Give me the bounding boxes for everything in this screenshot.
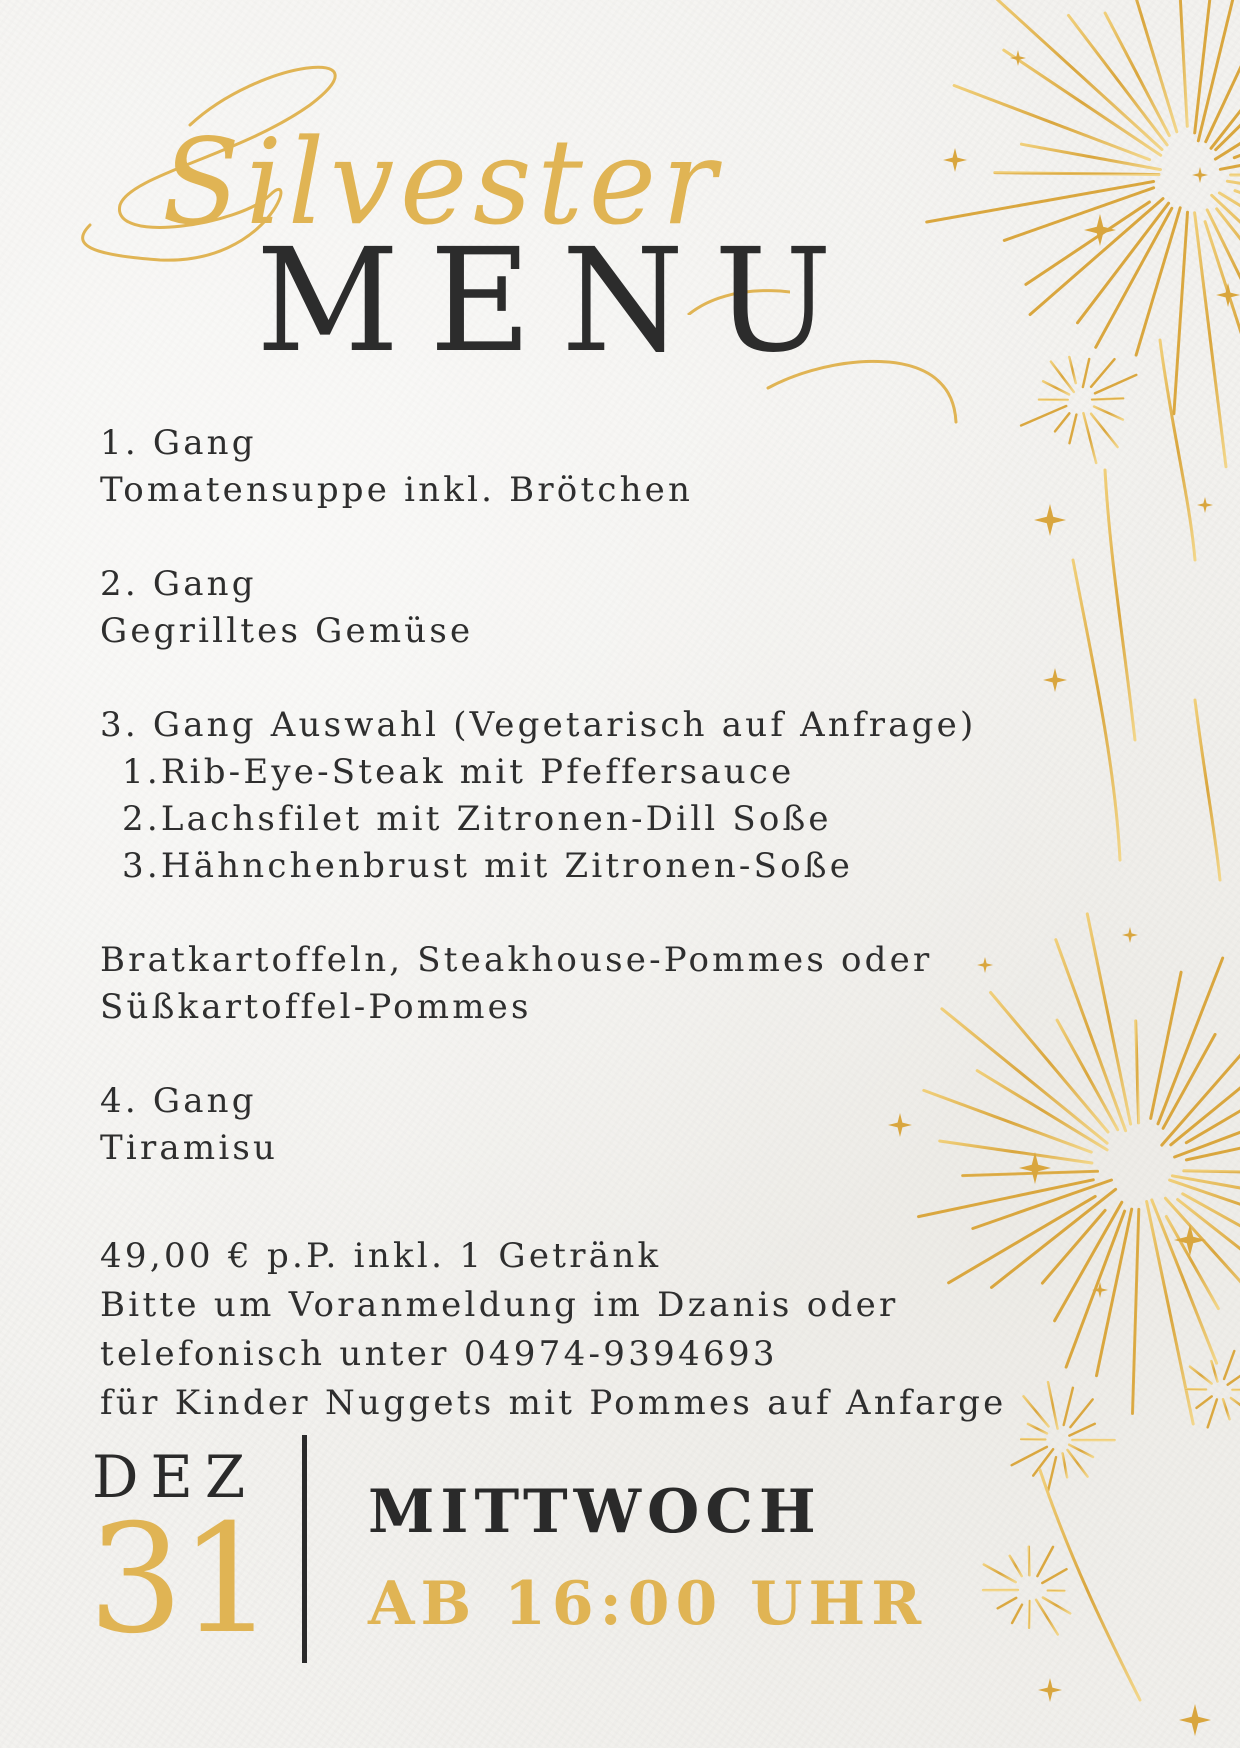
firework-ray (1037, 1547, 1053, 1576)
sparkle-star-icon (1038, 1678, 1062, 1702)
reservation-phone: telefonisch unter 04974-9394693 (100, 1334, 778, 1374)
sparkle-star-icon (943, 148, 967, 172)
firework-ray (1133, 1209, 1139, 1413)
firework-trail-icon (1040, 340, 1220, 1700)
script-title-text: Silvester (162, 113, 723, 251)
sparkle-star-icon (1197, 497, 1213, 513)
firework-ray (1172, 1176, 1240, 1215)
firework-ray (1043, 381, 1069, 394)
course-option: 3.Hähnchenbrust mit Zitronen-Soße (122, 846, 854, 886)
course-dish: Gegrilltes Gemüse (100, 611, 474, 651)
sparkle-star-icon (1179, 1704, 1211, 1736)
firework-ray (1070, 1399, 1092, 1427)
firework-ray (998, 1598, 1017, 1608)
firework-ray (1091, 414, 1118, 447)
spacer (100, 1031, 1030, 1078)
side-dishes: Bratkartoffeln, Steakhouse-Pommes oder (100, 940, 933, 980)
firework-ray (1070, 415, 1077, 444)
event-time: AB 16:00 UHR (368, 1569, 928, 1639)
menu-info (100, 1232, 1060, 1428)
firework-ray (1095, 375, 1136, 393)
firework-ray (1224, 1351, 1234, 1379)
firework-ray (1012, 1605, 1022, 1623)
firework-ray (1021, 1439, 1045, 1440)
firework-ray (1228, 1369, 1240, 1385)
firework-ray (1083, 359, 1089, 387)
firework-ray (1206, 0, 1240, 142)
sparkle-star-icon (1174, 1224, 1206, 1256)
firework-ray (1147, 1202, 1194, 1425)
firework-ray (1175, 0, 1188, 126)
firework-ray (1029, 1601, 1030, 1628)
firework-ray (1063, 1453, 1068, 1477)
firework-ray (1064, 1388, 1073, 1425)
firework-ray (1187, 1389, 1207, 1390)
firework-ray (1026, 202, 1150, 284)
page-title: MENU (256, 218, 863, 385)
firework-ray (1069, 357, 1076, 383)
menu-courses (100, 420, 1030, 1172)
kids-note: für Kinder Nuggets mit Pommes auf Anfarge (100, 1383, 1007, 1423)
firework-ray (1029, 1547, 1030, 1576)
sparkle-star-icon (1192, 167, 1208, 183)
firework-ray (1231, 1398, 1240, 1414)
firework-ray (1087, 914, 1130, 1124)
firework-ray (1174, 212, 1188, 413)
firework-ray (1057, 1020, 1118, 1130)
firework-ray (1136, 208, 1180, 355)
firework-ray (1195, 213, 1226, 467)
firework-ray (1048, 1457, 1056, 1490)
firework-ray (1097, 1209, 1132, 1376)
firework-ray (1092, 398, 1123, 399)
firework-ray (1151, 972, 1181, 1118)
course-heading: 1. Gang (100, 423, 257, 463)
firework-ray (1010, 1556, 1022, 1576)
firework-ray (1043, 1598, 1070, 1614)
sparkle-star-icon (1216, 283, 1240, 307)
course-dish: Tiramisu (100, 1128, 279, 1168)
course-dish: Tomatensuppe inkl. Brötchen (100, 470, 694, 510)
firework-ray (1042, 1569, 1066, 1583)
firework-ray (927, 182, 1154, 223)
date-month: DEZ (92, 1443, 258, 1511)
firework-ray (1235, 191, 1240, 256)
firework-ray (1190, 1367, 1212, 1384)
firework-ray (1171, 1068, 1240, 1145)
firework-ray (1136, 1021, 1139, 1123)
side-dishes: Süßkartoffel-Pommes (100, 987, 532, 1027)
date-weekday: MITTWOCH (368, 1477, 822, 1547)
firework-ray (1004, 50, 1161, 155)
firework-ray (1208, 1399, 1217, 1427)
firework-ray (984, 1565, 1016, 1583)
firework-ray (995, 173, 1159, 175)
price-text: 49,00 € p.P. inkl. 1 Getränk (100, 1236, 662, 1276)
sparkle-star-icon (1043, 668, 1067, 692)
reservation-text: Bitte um Voranmeldung im Dzanis oder (100, 1285, 899, 1325)
course-option: 2.Lachsfilet mit Zitronen-Dill Soße (122, 799, 832, 839)
date-day: 31 (88, 1493, 271, 1667)
course-option: 1.Rib-Eye-Steak mit Pfeffersauce (122, 752, 795, 792)
spacer (100, 890, 1030, 937)
spacer (100, 514, 1030, 561)
firework-ray (1091, 359, 1114, 387)
firework-ray (1178, 1200, 1240, 1315)
sparkle-star-icon (1034, 504, 1066, 536)
firework-ray (1094, 407, 1123, 420)
firework-ray (1165, 1198, 1240, 1307)
firework-ray (1184, 1171, 1240, 1175)
sparkle-star-icon (1122, 927, 1138, 943)
firework-ray (1197, 1396, 1212, 1408)
spacer (100, 655, 1030, 702)
firework-ray (1083, 413, 1096, 463)
firework-ray (919, 1180, 1094, 1217)
course-heading: 4. Gang (100, 1081, 257, 1121)
date-divider (302, 1435, 307, 1663)
firework-ray (973, 1180, 1112, 1229)
course-heading: 2. Gang (100, 564, 257, 604)
firework-ray (1055, 413, 1069, 431)
firework-ray (1223, 1399, 1230, 1419)
course-heading: 3. Gang Auswahl (Vegetarisch auf Anfrage) (100, 705, 977, 745)
firework-burst-icon (927, 0, 1240, 467)
